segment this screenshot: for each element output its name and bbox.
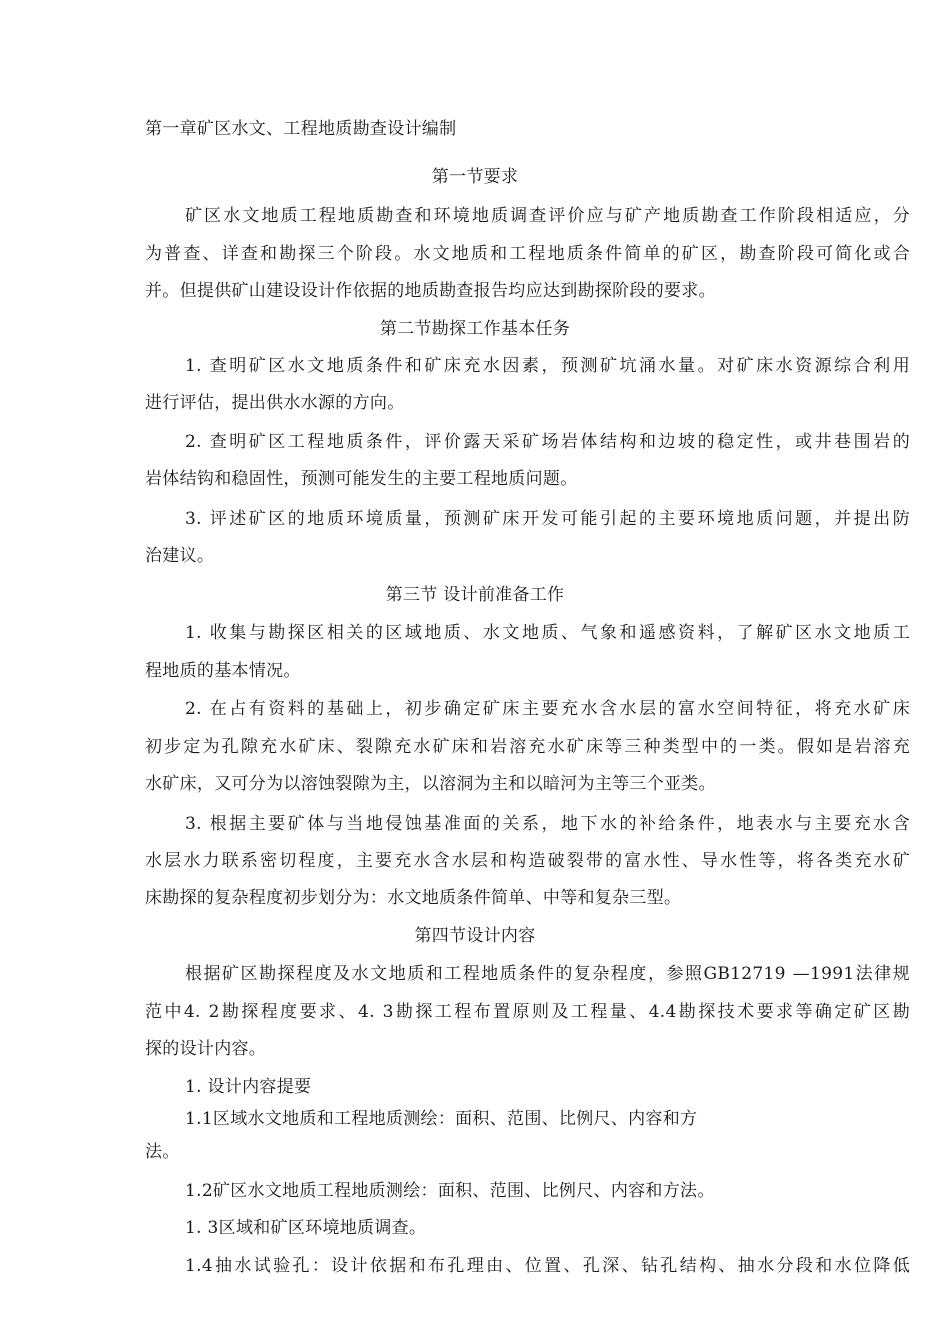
section-heading-3: 第三节 设计前准备工作 [385,585,565,605]
section-heading-4: 第四节设计内容 [414,926,536,946]
outline-item-1-2: 1.2矿区水文地质工程地质测绘：面积、范围、比例尺、内容和方法。 [185,1181,715,1201]
section2-item2-line: 岩体结钩和稳固性，预测可能发生的主要工程地质问题。 [145,469,578,489]
section3-item3-line: 3. 根据主要矿体与当地侵蚀基准面的关系，地下水的补给条件，地表水与主要充水含 [185,814,910,834]
section1-para-line: 矿区水文地质工程地质勘查和环境地质调查评价应与矿产地质勘查工作阶段相适应，分 [185,206,910,226]
section3-item2-line: 水矿床，又可分为以溶蚀裂隙为主，以溶洞为主和以暗河为主等三个亚类。 [145,774,716,794]
section1-para-line: 并。但提供矿山建设设计作依据的地质勘查报告均应达到勘探阶段的要求。 [145,281,716,301]
section3-item1-line: 程地质的基本情况。 [145,661,301,681]
outline-item-1-3: 1. 3区域和矿区环境地质调查。 [185,1218,427,1238]
section3-item3-line: 水层水力联系密切程度，主要充水含水层和构造破裂带的富水性、导水性等，将各类充水矿 [145,851,910,871]
section1-para-line: 为普查、详查和勘探三个阶段。水文地质和工程地质条件简单的矿区，勘查阶段可简化或合 [145,244,910,264]
section2-item1-line: 进行评估，提出供水水源的方向。 [145,393,405,413]
outline-item-1-4: 1.4抽水试验孔：设计依据和布孔理由、位置、孔深、钻孔结构、抽水分段和水位降低 [185,1256,910,1276]
outline-title: 1. 设计内容提要 [185,1077,312,1097]
section-heading-2: 第二节勘探工作基本任务 [379,319,571,339]
outline-item-1-1-cont: 法。 [145,1142,180,1162]
section3-item2-line: 初步定为孔隙充水矿床、裂隙充水矿床和岩溶充水矿床等三种类型中的一类。假如是岩溶充 [145,737,910,757]
section4-para-line: 范中4. 2勘探程度要求、4. 3勘探工程布置原则及工程量、4.4勘探技术要求等确定矿区勘 [145,1002,910,1022]
outline-item-1-1: 1.1区域水文地质和工程地质测绘：面积、范围、比例尺、内容和方 [185,1109,698,1129]
section4-para-line: 根据矿区勘探程度及水文地质和工程地质条件的复杂程度，参照GB12719 —1991法律规 [185,964,910,984]
section-heading-1: 第一节要求 [431,167,519,187]
section2-item3-line: 治建议。 [145,546,215,566]
section3-item2-line: 2. 在占有资料的基础上，初步确定矿床主要充水含水层的富水空间特征，将充水矿床 [185,699,910,719]
section3-item1-line: 1. 收集与勘探区相关的区域地质、水文地质、气象和遥感资料，了解矿区水文地质工 [185,623,910,643]
section2-item2-line: 2. 查明矿区工程地质条件，评价露天采矿场岩体结构和边坡的稳定性，或井巷围岩的 [185,432,910,452]
section2-item1-line: 1. 查明矿区水文地质条件和矿床充水因素，预测矿坑涌水量。对矿床水资源综合利用 [185,356,910,376]
section2-item3-line: 3. 评述矿区的地质环境质量，预测矿床开发可能引起的主要环境地质问题，并提出防 [185,509,910,529]
section4-para-line: 探的设计内容。 [145,1039,267,1059]
chapter-title: 第一章矿区水文、工程地质勘查设计编制 [145,119,457,139]
section3-item3-line: 床勘探的复杂程度初步划分为：水文地质条件简单、中等和复杂三型。 [145,888,682,908]
